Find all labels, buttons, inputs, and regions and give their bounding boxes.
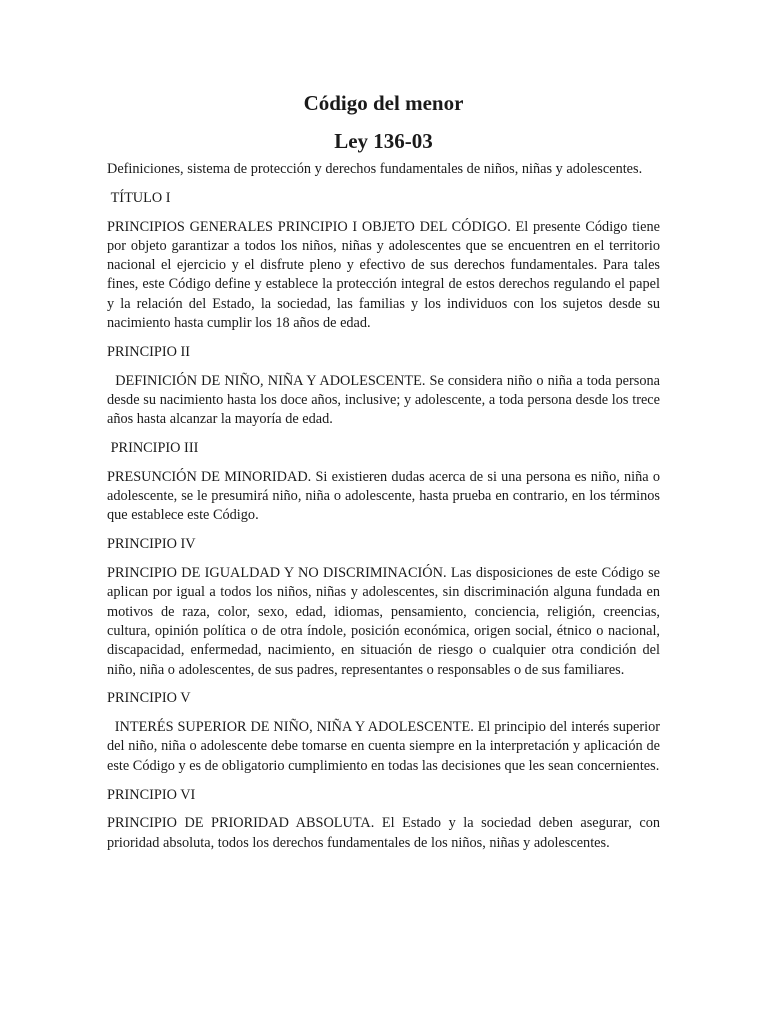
heading-titulo-i: TÍTULO I <box>107 189 171 206</box>
document-title: Código del menor <box>303 91 464 115</box>
paragraph-principio-iii: PRESUNCIÓN DE MINORIDAD. Si existieren dudas acerca de si una persona es niño, niña o adolescente, se le presumirá niño, niña o adolescente, hasta prueba en contrario, en los términos que establece este Código. <box>107 468 664 524</box>
paragraph-principio-ii: DEFINICIÓN DE NIÑO, NIÑA Y ADOLESCENTE. Se considera niño o niña a toda persona desde su nacimiento hasta los doce años, inclusive; y adolescente, a toda persona desde los trece años hasta alcanzar la mayoría de edad. <box>107 372 664 428</box>
heading-principio-v: PRINCIPIO V <box>107 690 191 707</box>
heading-principio-iii: PRINCIPIO III <box>107 440 199 457</box>
document-subtitle: Ley 136-03 <box>334 129 433 153</box>
paragraph-principio-vi: PRINCIPIO DE PRIORIDAD ABSOLUTA. El Estado y la sociedad deben asegurar, con prioridad absoluta, todos los derechos fundamentales de los niños, niñas y adolescentes. <box>107 815 664 851</box>
document-page <box>107 86 664 862</box>
paragraph-principio-iv: PRINCIPIO DE IGUALDAD Y NO DISCRIMINACIÓN. Las disposiciones de este Código se aplican por igual a todos los niños, niñas y adolescentes, sin discriminación alguna fundada en motivos de raza, color, sexo, edad, idiomas, pensamiento, conciencia, religión, creencias, cultura, opinión política o de otra índole, posición económica, origen social, étnico o nacional, discapacidad, enfermedad, nacimiento, en situación de riesgo o cualquier otra condición del niño, niña o adolescentes, de sus padres, representantes o responsables o de sus familiares. <box>107 565 664 678</box>
heading-principio-vi: PRINCIPIO VI <box>107 786 196 803</box>
heading-principio-iv: PRINCIPIO IV <box>107 536 196 553</box>
heading-principio-ii: PRINCIPIO II <box>107 343 191 360</box>
paragraph-principio-v: INTERÉS SUPERIOR DE NIÑO, NIÑA Y ADOLESCENTE. El principio del interés superior del niño, niña o adolescente debe tomarse en cuenta siempre en la interpretación y aplicación de este Código y es de obligatorio cumplimiento en todas las decisiones que les sean concernientes. <box>107 719 664 774</box>
paragraph-principio-i: PRINCIPIOS GENERALES PRINCIPIO I OBJETO DEL CÓDIGO. El presente Código tiene por objeto garantizar a todos los niños, niñas y adolescentes que se encuentren en el territorio nacional el ejercicio y el disfrute pleno y efectivo de sus derechos fundamentales. Para tales fines, este Código define y establece la protección integral de estos derechos regulando el papel y la relación del Estado, la sociedad, las familias y los individuos con los sujetos desde su nacimiento hasta cumplir los 18 años de edad. <box>107 218 664 332</box>
document-body <box>107 160 664 853</box>
paragraph-intro: Definiciones, sistema de protección y derechos fundamentales de niños, niñas y adolescentes. <box>107 161 643 177</box>
